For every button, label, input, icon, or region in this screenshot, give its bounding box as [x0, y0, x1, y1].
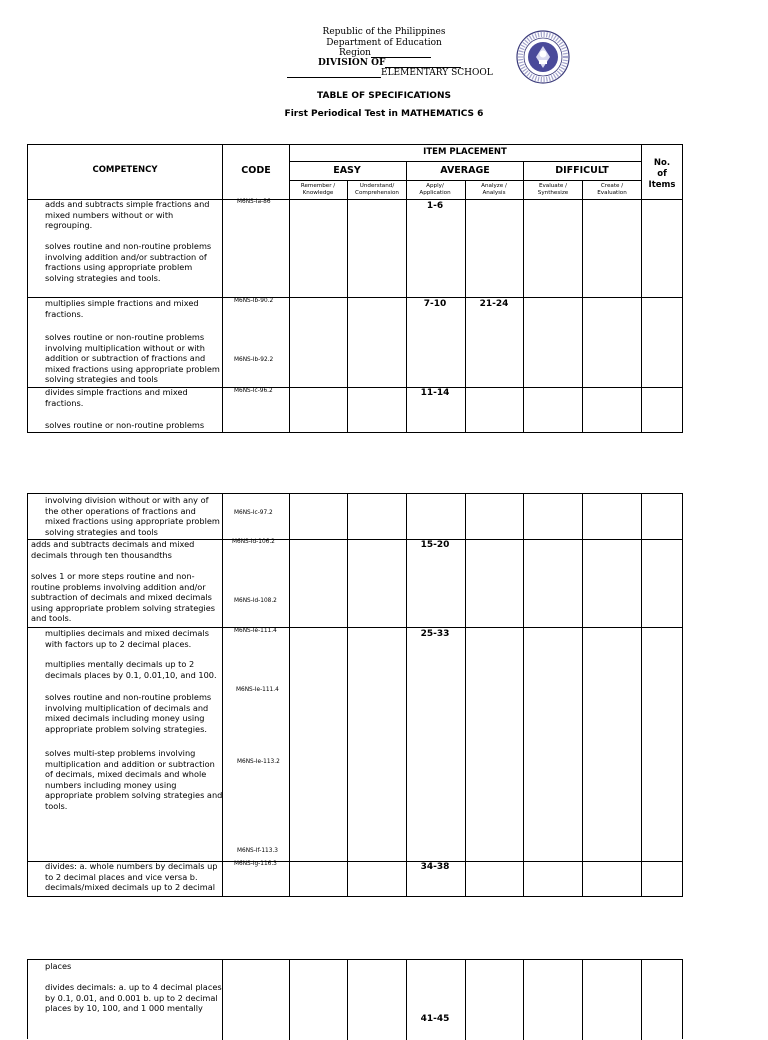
school-label: ELEMENTARY SCHOOL — [381, 68, 493, 78]
item-placement-value: 21-24 — [479, 299, 509, 309]
item-placement-value: 7-10 — [423, 299, 447, 309]
competency-header: COMPETENCY — [92, 165, 158, 175]
spec-table-page2 — [27, 493, 683, 897]
item-placement-value: 34-38 — [420, 862, 450, 872]
competency-text: involving division without or with any of the other operations of fractions and mixed fractions using appropriate problem solving strategies and tools — [45, 495, 220, 537]
competency-text: solves routine or non-routine problems — [45, 420, 205, 430]
school-blank — [287, 69, 381, 78]
code-text: M6NS-If-113.3 — [237, 848, 278, 854]
competency-text: divides: a. whole numbers by decimals up to 2 decimal places and vice versa b. decimals/mixed decimals up to 2 decimal — [45, 861, 218, 892]
competency-text: multiplies mentally decimals up to 2 decimals places by 0.1, 0.01,10, and 100. — [45, 659, 217, 680]
code-text: M6NS-Id-108.2 — [234, 598, 277, 604]
spec-table-page1 — [27, 144, 683, 433]
difficult-header: DIFFICULT — [555, 165, 609, 176]
spec-table-page3 — [27, 959, 683, 1039]
competency-text: adds and subtracts simple fractions and mixed numbers without or with regrouping. — [45, 199, 210, 230]
region-label: Region — [339, 48, 371, 58]
competency-text: solves routine and non-routine problems involving addition and/or subtraction of fractions using appropriate problem solving strategies and tools. — [45, 241, 212, 283]
division-label: DIVISION OF — [318, 58, 386, 68]
doc-title: TABLE OF SPECIFICATIONS — [317, 91, 451, 101]
code-text: M6NS-Ig-116.3 — [234, 861, 277, 867]
competency-text: multiplies decimals and mixed decimals with factors up to 2 decimal places. — [45, 628, 209, 649]
division-blank — [385, 59, 461, 68]
competency-text: divides decimals: a. up to 4 decimal places by 0.1, 0.01, and 0.001 b. up to 2 decimal places by 10, 100, and 1 000 mentally — [45, 982, 222, 1013]
code-text: M6NS-Ic-96.2 — [234, 388, 273, 394]
deped-seal-logo — [516, 30, 570, 84]
competency-text: solves multi-step problems involving multiplication and addition or subtraction of decimals, mixed decimals and whole numbers including money using appropriate problem solving strategies and tools. — [45, 748, 223, 811]
average-header: AVERAGE — [440, 165, 490, 176]
competency-text: adds and subtracts decimals and mixed decimals through ten thousandths — [31, 539, 195, 560]
code-header: CODE — [241, 165, 271, 176]
code-text: M6NS-Ie-111.4 — [236, 687, 279, 693]
sub-understand: Understand/ Comprehension — [355, 183, 399, 196]
sub-apply: Apply/ Application — [419, 183, 451, 196]
sub-remember: Remember / Knowledge — [300, 183, 336, 196]
easy-header: EASY — [333, 165, 361, 176]
doc-subtitle: First Periodical Test in MATHEMATICS 6 — [284, 109, 484, 119]
department-line: Department of Education — [326, 38, 442, 48]
sub-evaluate: Evaluate / Synthesize — [537, 183, 569, 196]
code-text: M6NS-Ib-90.2 — [234, 298, 274, 304]
region-line — [339, 49, 431, 58]
division-line — [318, 59, 461, 68]
competency-text: divides simple fractions and mixed fractions. — [45, 387, 188, 408]
code-text: M6NS-Id-106.2 — [232, 539, 275, 545]
item-placement-value: 11-14 — [420, 388, 450, 398]
item-placement-value: 25-33 — [420, 629, 450, 639]
region-blank — [371, 49, 431, 58]
item-placement-value: 41-45 — [420, 1014, 450, 1024]
item-placement-value: 1-6 — [426, 201, 444, 211]
code-text: M6NS-Ic-97.2 — [234, 510, 273, 516]
item-placement-value: 15-20 — [420, 540, 450, 550]
code-text: M6NS-Ie-113.2 — [237, 759, 280, 765]
competency-text: solves 1 or more steps routine and non- routine problems involving addition and/or subtraction of decimals and mixed decimals using appropriate problem solving strategies and tools. — [31, 571, 216, 623]
competency-text: places — [45, 961, 72, 971]
sub-create: Create / Evaluation — [597, 183, 627, 196]
code-text: M6NS-Ia-86 — [237, 199, 271, 205]
code-text: M6NS-Ie-111.4 — [234, 628, 277, 634]
code-text: M6NS-Ib-92.2 — [234, 357, 274, 363]
school-line — [287, 69, 493, 78]
competency-text: solves routine or non-routine problems involving multiplication without or with addition or subtraction of fractions and mixed fractions using appropriate problem solving strategies and tools — [45, 332, 220, 384]
competency-text: solves routine and non-routine problems involving multiplication of decimals and mixed decimals including money using appropriate problem solving strategies. — [45, 692, 212, 734]
republic-line: Republic of the Philippines — [322, 27, 446, 37]
no-items-header: No. of Items — [648, 158, 676, 190]
competency-text: multiplies simple fractions and mixed fractions. — [45, 298, 199, 319]
sub-analyze: Analyze / Analysis — [481, 183, 507, 196]
item-placement-header: ITEM PLACEMENT — [423, 147, 507, 157]
